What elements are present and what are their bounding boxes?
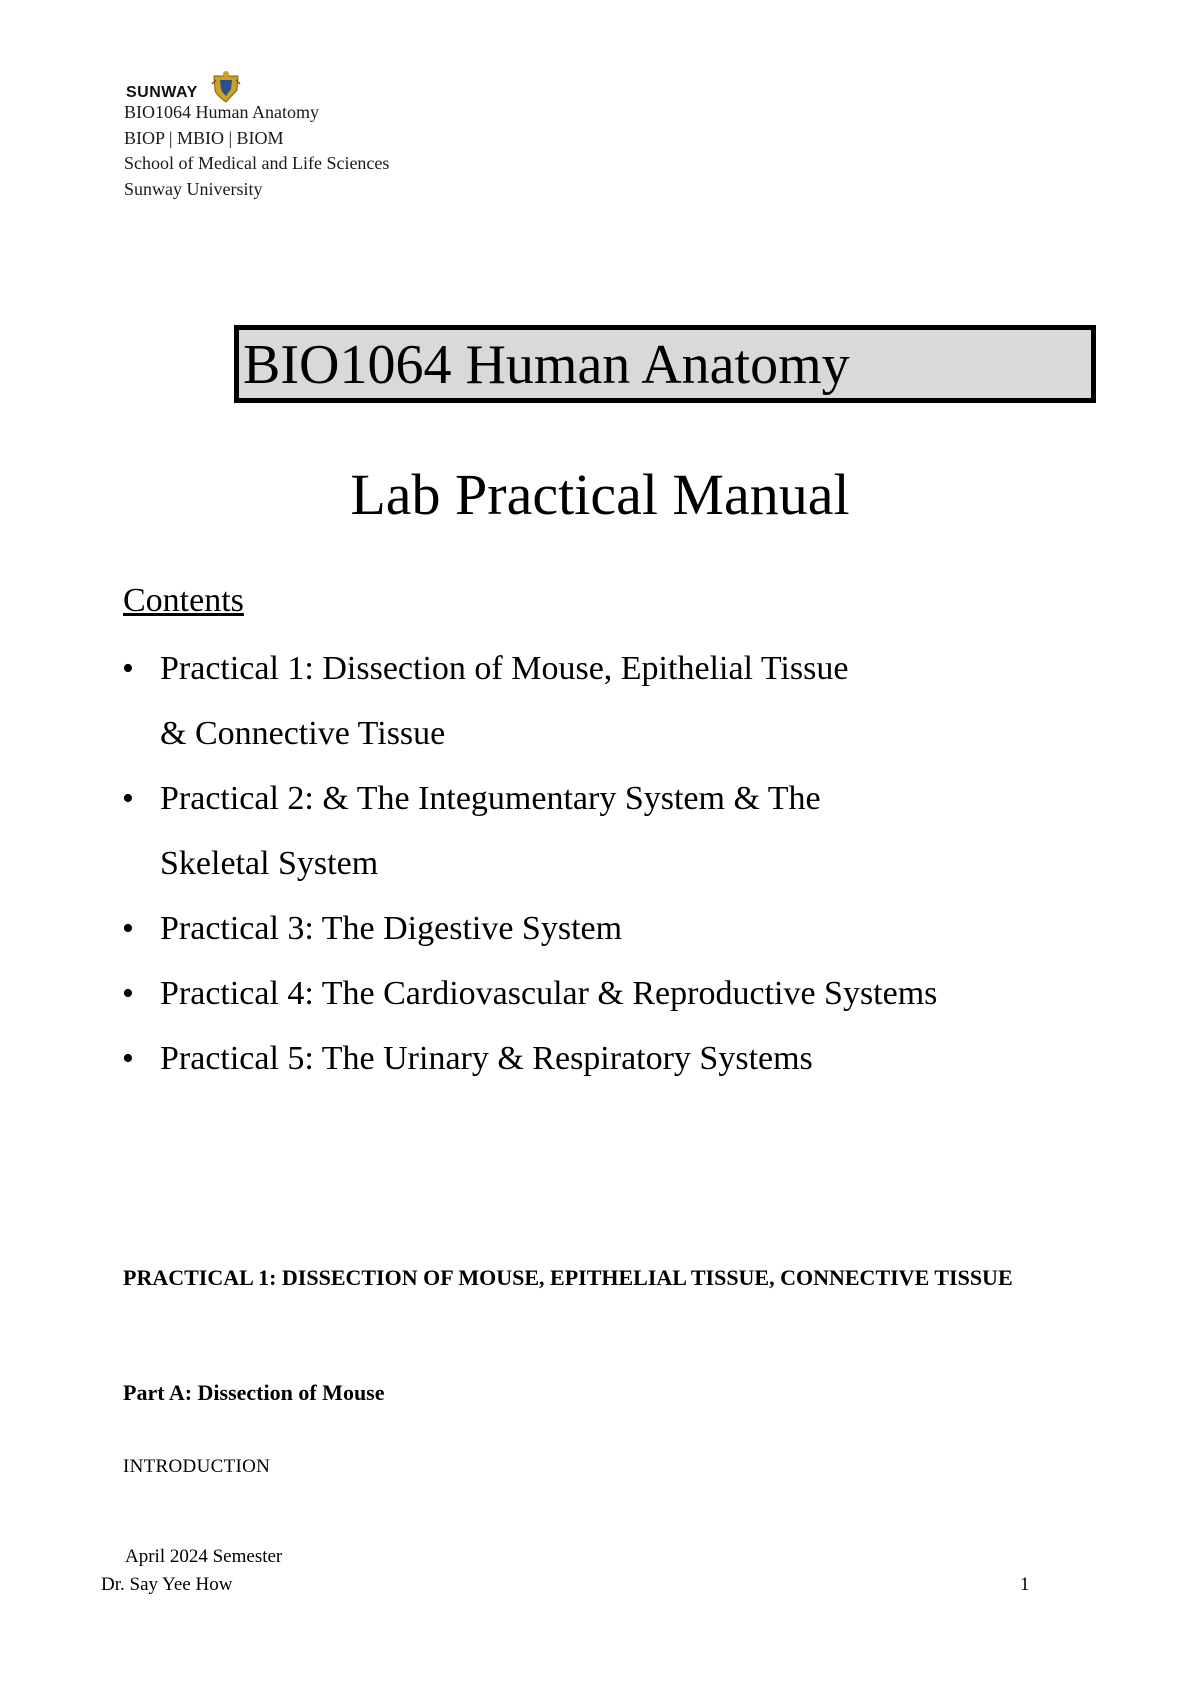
contents-item (122, 766, 1060, 896)
header-school: School of Medical and Life Sciences (124, 153, 390, 173)
contents-item-text: Practical 1: Dissection of Mouse, Epithelial Tissue (160, 650, 849, 687)
contents-item (122, 1026, 1060, 1091)
contents-item (122, 896, 1060, 961)
page-number: 1 (1020, 1574, 1030, 1595)
document-subtitle: Lab Practical Manual (350, 462, 850, 527)
document-title: BIO1064 Human Anatomy (243, 334, 850, 396)
contents-heading: Contents (123, 582, 244, 619)
contents-item-text: Practical 5: The Urinary & Respiratory Systems (160, 1040, 813, 1077)
document-header (124, 100, 389, 202)
contents-item-text: Practical 4: The Cardiovascular & Reproductive Systems (160, 975, 938, 1012)
introduction-heading: INTRODUCTION (123, 1456, 271, 1477)
bullet: • (122, 975, 134, 1012)
header-programmes: BIOP | MBIO | BIOM (124, 127, 284, 148)
contents-list (122, 636, 1060, 1091)
contents-item-text-continued: & Connective Tissue (160, 715, 446, 752)
footer-semester: April 2024 Semester (125, 1546, 283, 1567)
contents-item (122, 961, 1060, 1026)
contents-item-text-continued: Skeletal System (160, 845, 379, 882)
section-heading: PRACTICAL 1: DISSECTION OF MOUSE, EPITHELIAL TISSUE, CONNECTIVE TISSUE (123, 1265, 1013, 1290)
logo-wordmark: SUNWAY (126, 84, 198, 101)
bullet: • (122, 1040, 134, 1077)
sunway-crest-icon (210, 70, 242, 104)
bullet: • (122, 650, 134, 687)
footer-author: Dr. Say Yee How (101, 1574, 233, 1595)
contents-item-text: Practical 2: & The Integumentary System & The (160, 780, 821, 817)
contents-item (122, 636, 1060, 766)
part-heading: Part A: Dissection of Mouse (123, 1380, 385, 1405)
bullet: • (122, 780, 134, 817)
contents-item-text: Practical 3: The Digestive System (160, 910, 623, 947)
bullet: • (122, 910, 134, 947)
header-course: BIO1064 Human Anatomy (124, 102, 319, 122)
header-university: Sunway University (124, 178, 263, 199)
title-box (234, 325, 1096, 403)
